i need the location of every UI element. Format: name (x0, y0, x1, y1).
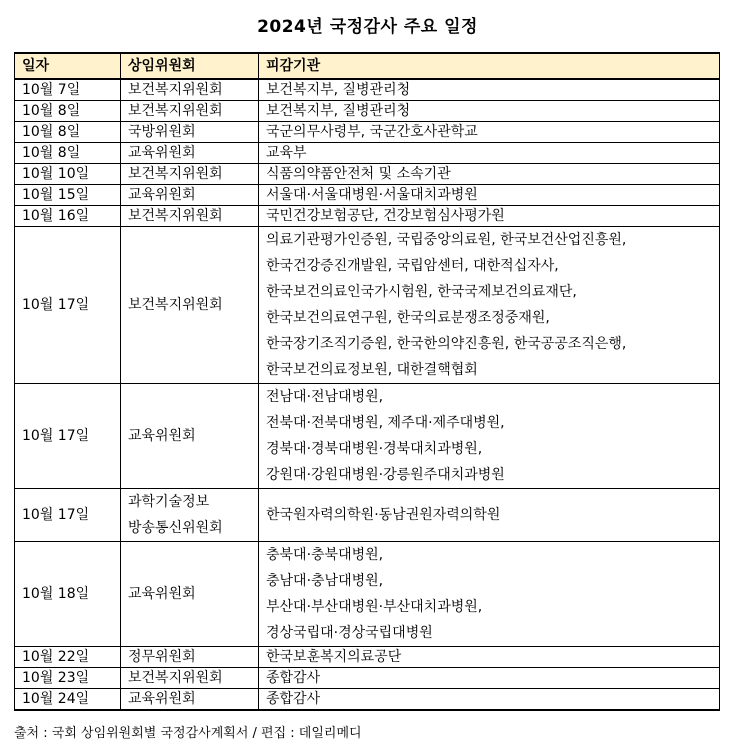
cell-committee (121, 384, 259, 489)
agency-line: 한국보건의료연구원, 한국의료분쟁조정중재원, (266, 310, 550, 326)
cell-committee (121, 101, 259, 122)
cell-agencies (259, 164, 720, 185)
cell-committee (121, 227, 259, 384)
table-row (15, 79, 720, 101)
agency-line: 종합감사 (266, 691, 321, 707)
agency-line: 부산대·부산대병원·부산대치과병원, (266, 599, 483, 615)
table-row (15, 164, 720, 185)
table-body (15, 79, 720, 710)
committee-line: 교육위원회 (128, 691, 196, 707)
table-row (15, 143, 720, 164)
committee-line: 국방위원회 (128, 124, 196, 140)
cell-committee (121, 79, 259, 101)
header-agencies: 피감기관 (259, 53, 720, 79)
cell-date: 10월 10일 (15, 164, 121, 185)
cell-committee (121, 122, 259, 143)
cell-date: 10월 7일 (15, 79, 121, 101)
committee-line: 보건복지위원회 (128, 297, 223, 313)
agency-line: 한국원자력의학원·동남권원자력의학원 (266, 507, 501, 523)
table-row (15, 647, 720, 668)
committee-line: 보건복지위원회 (128, 166, 223, 182)
cell-agencies (259, 227, 720, 384)
cell-committee (121, 689, 259, 711)
table-row (15, 101, 720, 122)
agency-line: 경북대·경북대병원·경북대치과병원, (266, 441, 483, 457)
cell-committee (121, 164, 259, 185)
cell-committee (121, 143, 259, 164)
cell-agencies (259, 384, 720, 489)
table-row (15, 689, 720, 711)
agency-line: 전남대·전남대병원, (266, 389, 384, 405)
table-row (15, 227, 720, 384)
agency-line: 보건복지부, 질병관리청 (266, 103, 411, 119)
cell-committee (121, 542, 259, 647)
agency-line: 충북대·충북대병원, (266, 547, 384, 563)
agency-line: 한국장기조직기증원, 한국한의약진흥원, 한국공공조직은행, (266, 336, 627, 352)
cell-date: 10월 17일 (15, 489, 121, 542)
agency-line: 종합감사 (266, 670, 321, 686)
cell-agencies (259, 206, 720, 227)
committee-line: 보건복지위원회 (128, 208, 223, 224)
agency-line: 한국보훈복지의료공단 (266, 649, 402, 665)
cell-date: 10월 15일 (15, 185, 121, 206)
table-row (15, 384, 720, 489)
cell-committee (121, 489, 259, 542)
cell-date: 10월 24일 (15, 689, 121, 711)
cell-date: 10월 23일 (15, 668, 121, 689)
table-row (15, 122, 720, 143)
header-date: 일자 (15, 53, 121, 79)
cell-agencies (259, 122, 720, 143)
agency-line: 한국보건의료정보원, 대한결핵협회 (266, 362, 478, 378)
committee-line: 정무위원회 (128, 649, 196, 665)
table-row (15, 489, 720, 542)
cell-agencies (259, 689, 720, 711)
cell-committee (121, 206, 259, 227)
cell-committee (121, 647, 259, 668)
page-title: 2024년 국정감사 주요 일정 (257, 17, 478, 37)
cell-date: 10월 17일 (15, 384, 121, 489)
cell-committee (121, 668, 259, 689)
cell-committee (121, 185, 259, 206)
table-row (15, 185, 720, 206)
cell-agencies (259, 79, 720, 101)
cell-date: 10월 17일 (15, 227, 121, 384)
committee-line: 교육위원회 (128, 428, 196, 444)
agency-line: 경상국립대·경상국립대병원 (266, 625, 433, 641)
committee-line: 보건복지위원회 (128, 103, 223, 119)
cell-agencies (259, 185, 720, 206)
cell-agencies (259, 489, 720, 542)
cell-date: 10월 16일 (15, 206, 121, 227)
cell-date: 10월 8일 (15, 101, 121, 122)
cell-agencies (259, 647, 720, 668)
header-committee: 상임위원회 (121, 53, 259, 79)
agency-line: 충남대·충남대병원, (266, 573, 384, 589)
cell-date: 10월 22일 (15, 647, 121, 668)
cell-agencies (259, 542, 720, 647)
agency-line: 한국건강증진개발원, 국립암센터, 대한적십자사, (266, 258, 559, 274)
agency-line: 국민건강보험공단, 건강보험심사평가원 (266, 208, 505, 224)
committee-line: 교육위원회 (128, 586, 196, 602)
table-row (15, 542, 720, 647)
table-header-row (15, 53, 720, 79)
committee-line: 과학기술정보 (128, 494, 210, 510)
cell-agencies (259, 143, 720, 164)
committee-line: 보건복지위원회 (128, 670, 223, 686)
agency-line: 국군의무사령부, 국군간호사관학교 (266, 124, 478, 140)
source-footer: 출처 : 국회 상임위원회별 국정감사계획서 / 편집 : 데일리메디 (14, 726, 362, 741)
cell-date: 10월 18일 (15, 542, 121, 647)
agency-line: 식품의약품안전처 및 소속기관 (266, 166, 451, 182)
cell-agencies (259, 668, 720, 689)
committee-line: 교육위원회 (128, 145, 196, 161)
agency-line: 전북대·전북대병원, 제주대·제주대병원, (266, 415, 505, 431)
cell-agencies (259, 101, 720, 122)
committee-line: 교육위원회 (128, 187, 196, 203)
agency-line: 서울대·서울대병원·서울대치과병원 (266, 187, 478, 203)
agency-line: 교육부 (266, 145, 307, 161)
agency-line: 강원대·강원대병원·강릉원주대치과병원 (266, 467, 505, 483)
table-row (15, 206, 720, 227)
table-row (15, 668, 720, 689)
agency-line: 한국보건의료인국가시험원, 한국국제보건의료재단, (266, 284, 577, 300)
agency-line: 의료기관평가인증원, 국립중앙의료원, 한국보건산업진흥원, (266, 232, 627, 248)
agency-line: 보건복지부, 질병관리청 (266, 82, 411, 98)
committee-line: 방송통신위원회 (128, 520, 223, 536)
cell-date: 10월 8일 (15, 122, 121, 143)
schedule-table (14, 52, 720, 711)
cell-date: 10월 8일 (15, 143, 121, 164)
committee-line: 보건복지위원회 (128, 82, 223, 98)
